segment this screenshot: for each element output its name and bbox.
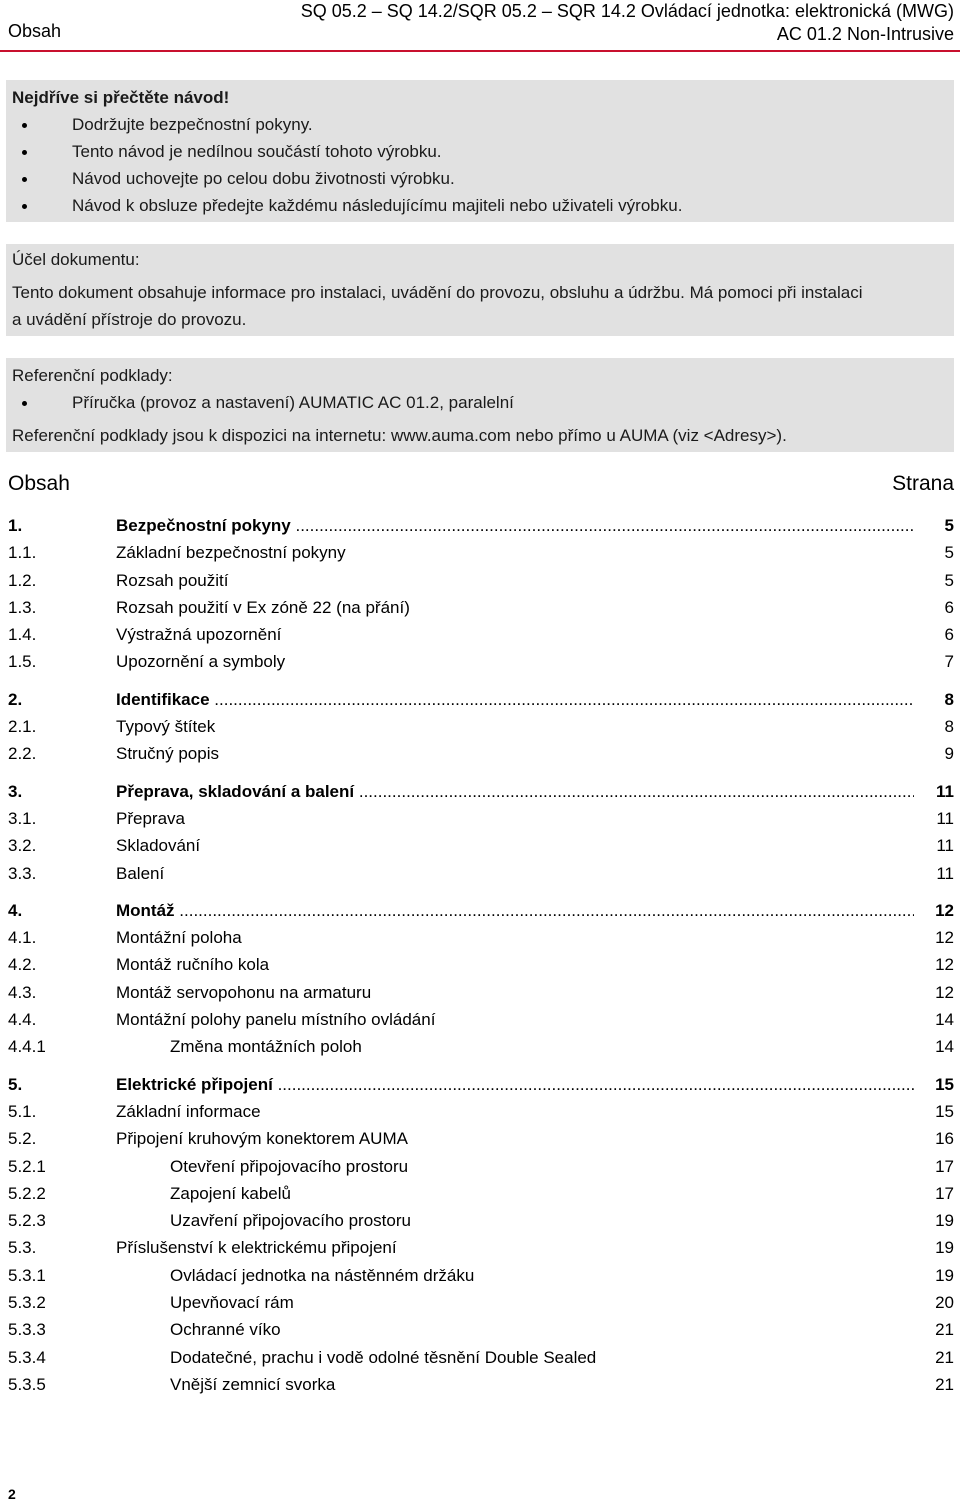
toc-page: 21 [935, 1374, 954, 1394]
toc-entry[interactable] [8, 1371, 954, 1398]
toc-num: 2. [8, 689, 23, 709]
toc-entry[interactable] [8, 648, 954, 675]
toc-page: 21 [935, 1347, 954, 1367]
toc-entry[interactable] [8, 951, 954, 978]
toc-page: 6 [944, 597, 954, 617]
toc-num: 1.5. [8, 652, 37, 672]
toc-num: 5.2.3 [8, 1211, 46, 1231]
toc-entry[interactable] [8, 1316, 954, 1343]
toc-num: 5.3.1 [8, 1265, 46, 1285]
table-of-contents [8, 512, 954, 1398]
page-number: 2 [8, 1486, 16, 1502]
toc-title: Ovládací jednotka na nástěnném držáku [170, 1265, 475, 1285]
purpose-line: Tento dokument obsahuje informace pro instalaci, uvádění do provozu, obsluhu a údržbu. Má pomoci při instalaci [12, 283, 863, 302]
toc-title: Ochranné víko [170, 1320, 281, 1340]
notice-bullet: Návod uchovejte po celou dobu životnosti výrobku. [6, 169, 455, 189]
toc-entry[interactable] [8, 832, 954, 859]
toc-num: 4. [8, 900, 23, 920]
toc-num: 3. [8, 781, 23, 801]
toc-entry[interactable] [8, 1033, 954, 1060]
toc-entry[interactable] [8, 924, 954, 951]
toc-title: Elektrické připojení ..... [116, 1071, 914, 1098]
toc-entry[interactable] [8, 1262, 954, 1289]
toc-page: 11 [936, 863, 954, 883]
toc-page: 11 [936, 836, 954, 856]
toc-entry[interactable] [8, 897, 954, 924]
toc-title: Rozsah použití [116, 570, 229, 590]
references-box [6, 358, 954, 452]
toc-num: 3.2. [8, 836, 37, 856]
toc-page: 14 [935, 1010, 954, 1030]
toc-entry[interactable] [8, 1289, 954, 1316]
toc-entry[interactable] [8, 1098, 954, 1125]
toc-num: 5.3. [8, 1238, 37, 1258]
toc-title: Dodatečné, prachu i vodě odolné těsnění Double Sealed [170, 1347, 597, 1367]
notice-bullet: Dodržujte bezpečnostní pokyny. [6, 115, 313, 135]
purpose-line: a uvádění přístroje do provozu. [12, 310, 247, 329]
toc-page: 11 [936, 808, 954, 828]
toc-num: 5.2.2 [8, 1183, 46, 1203]
references-bullet: Příručka (provoz a nastavení) AUMATIC AC 01.2, paralelní [6, 393, 514, 413]
header-section: Obsah [8, 21, 62, 41]
toc-title: Výstražná upozornění [116, 625, 282, 645]
toc-page: 5 [944, 543, 954, 563]
toc-num: 5. [8, 1074, 23, 1094]
toc-num: 2.2. [8, 744, 37, 764]
references-heading: Referenční podklady: [12, 366, 173, 385]
toc-title: Připojení kruhovým konektorem AUMA [116, 1129, 408, 1149]
purpose-heading: Účel dokumentu: [12, 250, 140, 269]
purpose-box [6, 244, 954, 336]
toc-title: Balení [116, 863, 165, 883]
toc-entry[interactable] [8, 594, 954, 621]
toc-entry[interactable] [8, 567, 954, 594]
toc-page: 11 [936, 781, 954, 801]
toc-title: Montáž servopohonu na armaturu [116, 982, 372, 1002]
toc-title: Montáž ..... [116, 897, 914, 924]
toc-page: 12 [935, 955, 954, 975]
toc-title: Uzavření připojovacího prostoru [170, 1211, 411, 1231]
toc-entry[interactable] [8, 686, 954, 713]
toc-title: Typový štítek [116, 717, 216, 737]
notice-box [6, 80, 954, 222]
toc-page: 14 [935, 1037, 954, 1057]
toc-title: Skladování [116, 836, 201, 856]
toc-page: 9 [944, 744, 954, 764]
toc-entry[interactable] [8, 740, 954, 767]
toc-num: 1.2. [8, 570, 37, 590]
toc-page: 6 [944, 625, 954, 645]
toc-title: Základní informace [116, 1101, 261, 1121]
toc-page: 5 [944, 570, 954, 590]
toc-entry[interactable] [8, 1153, 954, 1180]
toc-num: 5.1. [8, 1101, 37, 1121]
toc-title: Upozornění a symboly [116, 652, 286, 672]
toc-num: 4.2. [8, 955, 37, 975]
toc-num: 2.1. [8, 717, 37, 737]
toc-num: 5.3.5 [8, 1374, 46, 1394]
toc-entry[interactable] [8, 1344, 954, 1371]
toc-num: 5.3.3 [8, 1320, 46, 1340]
toc-title: Montážní polohy panelu místního ovládání [116, 1010, 436, 1030]
toc-page: 21 [935, 1320, 954, 1340]
toc-page: 19 [935, 1265, 954, 1285]
toc-entry[interactable] [8, 1125, 954, 1152]
toc-num: 1.3. [8, 597, 37, 617]
toc-title: Obsah [8, 472, 70, 495]
notice-heading: Nejdříve si přečtěte návod! [12, 88, 230, 107]
toc-entry[interactable] [8, 860, 954, 887]
header-title-line2: AC 01.2 Non-Intrusive [776, 24, 954, 44]
toc-page: 15 [935, 1074, 954, 1094]
toc-title: Stručný popis [116, 744, 219, 764]
toc-entry[interactable] [8, 1180, 954, 1207]
toc-page: 19 [935, 1211, 954, 1231]
toc-title: Upevňovací rám [170, 1293, 294, 1313]
toc-num: 5.2.1 [8, 1156, 46, 1176]
toc-title: Bezpečnostní pokyny ..... [116, 512, 914, 539]
toc-page: 8 [944, 717, 954, 737]
toc-title: Přeprava, skladování a balení ..... [116, 778, 914, 805]
toc-entry[interactable] [8, 1234, 954, 1261]
toc-title: Rozsah použití v Ex zóně 22 (na přání) [116, 597, 410, 617]
toc-entry[interactable] [8, 1207, 954, 1234]
notice-bullet: Tento návod je nedílnou součástí tohoto výrobku. [6, 142, 442, 162]
toc-page: 12 [935, 982, 954, 1002]
toc-title: Identifikace ..... [116, 686, 914, 713]
toc-entry[interactable] [8, 621, 954, 648]
toc-heading [8, 472, 954, 496]
toc-num: 1.4. [8, 625, 37, 645]
notice-bullet: Návod k obsluze předejte každému následujícímu majiteli nebo uživateli výrobku. [6, 196, 682, 216]
toc-page: 15 [935, 1101, 954, 1121]
toc-num: 4.1. [8, 928, 37, 948]
header-rule [0, 50, 960, 52]
toc-title: Vnější zemnicí svorka [170, 1374, 336, 1394]
toc-page: 12 [935, 928, 954, 948]
toc-title: Změna montážních poloh [170, 1037, 362, 1057]
toc-num: 4.3. [8, 982, 37, 1002]
toc-page: 5 [944, 516, 954, 535]
header-title-line1: SQ 05.2 – SQ 14.2/SQR 05.2 – SQR 14.2 Ovládací jednotka: elektronická (MWG) [300, 1, 954, 21]
toc-title: Zapojení kabelů [170, 1183, 291, 1203]
toc-page: 20 [935, 1293, 954, 1313]
toc-entry[interactable] [8, 1006, 954, 1033]
toc-num: 3.1. [8, 808, 37, 828]
toc-page: 8 [944, 689, 954, 709]
toc-num: 5.3.2 [8, 1293, 46, 1313]
toc-page-heading: Strana [892, 472, 954, 495]
toc-num: 4.4.1 [8, 1037, 46, 1057]
toc-title: Montáž ručního kola [116, 955, 270, 975]
toc-num: 5.3.4 [8, 1347, 46, 1367]
references-note: Referenční podklady jsou k dispozici na internetu: www.auma.com nebo přímo u AUMA (viz <Adresy>). [12, 426, 787, 445]
toc-page: 12 [935, 900, 954, 920]
toc-title: Základní bezpečnostní pokyny [116, 543, 346, 563]
toc-title: Přeprava [116, 808, 185, 828]
toc-entry[interactable] [8, 979, 954, 1006]
toc-page: 7 [944, 652, 954, 672]
toc-entry[interactable] [8, 805, 954, 832]
toc-page: 17 [935, 1183, 954, 1203]
toc-page: 19 [935, 1238, 954, 1258]
header-title [301, 0, 954, 46]
toc-num: 4.4. [8, 1010, 37, 1030]
toc-page: 17 [935, 1156, 954, 1176]
toc-title: Otevření připojovacího prostoru [170, 1156, 409, 1176]
toc-entry[interactable] [8, 778, 954, 805]
toc-entry[interactable] [8, 539, 954, 566]
toc-num: 1.1. [8, 543, 37, 563]
toc-entry[interactable] [8, 512, 954, 539]
toc-entry[interactable] [8, 1071, 954, 1098]
toc-num: 3.3. [8, 863, 37, 883]
toc-title: Příslušenství k elektrickému připojení [116, 1238, 397, 1258]
toc-num: 5.2. [8, 1129, 37, 1149]
toc-title: Montážní poloha [116, 928, 242, 948]
toc-page: 16 [935, 1129, 954, 1149]
toc-entry[interactable] [8, 713, 954, 740]
toc-num: 1. [8, 516, 23, 535]
